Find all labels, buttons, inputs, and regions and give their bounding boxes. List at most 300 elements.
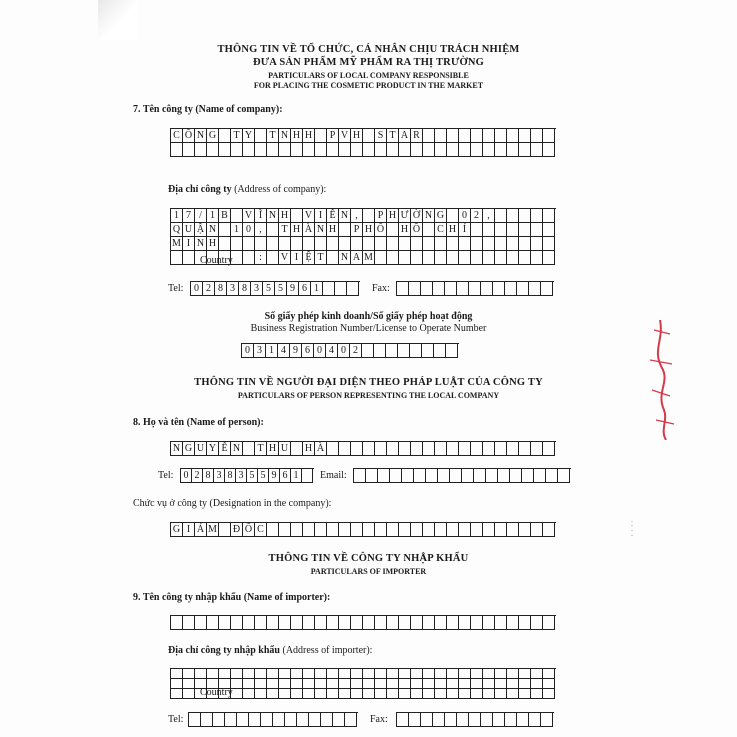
char-box: 5	[258, 469, 269, 483]
char-box: U	[279, 442, 291, 456]
char-box	[303, 237, 315, 251]
char-box: ,	[483, 209, 495, 223]
char-box	[267, 679, 279, 689]
char-box	[267, 143, 279, 157]
char-box	[243, 689, 255, 699]
char-box	[447, 209, 459, 223]
char-box	[531, 251, 543, 265]
char-box	[315, 669, 327, 679]
char-box	[435, 616, 447, 630]
char-box	[529, 282, 541, 296]
char-box: U	[195, 442, 207, 456]
char-box	[399, 251, 411, 265]
license-label-vi: Số giấy phép kinh doanh/Số giấy phép hoạt động	[264, 311, 473, 322]
char-box	[495, 237, 507, 251]
char-box: H	[291, 129, 303, 143]
char-box	[399, 143, 411, 157]
char-box	[505, 282, 517, 296]
char-box: 8	[239, 282, 251, 296]
char-box	[315, 237, 327, 251]
char-box	[543, 616, 555, 630]
char-box	[519, 616, 531, 630]
char-box	[399, 523, 411, 537]
importer-tel-grid[interactable]	[188, 712, 358, 727]
char-box	[315, 143, 327, 157]
char-box	[483, 237, 495, 251]
char-box: 2	[350, 344, 362, 358]
char-box	[543, 223, 555, 237]
company-name-label: 7. Tên công ty (Name of company):	[133, 104, 283, 115]
char-box	[273, 713, 285, 727]
char-box	[519, 669, 531, 679]
char-box: 2	[471, 209, 483, 223]
char-box: H	[303, 442, 315, 456]
char-box: N	[339, 209, 351, 223]
char-box	[423, 669, 435, 679]
char-box	[531, 616, 543, 630]
char-box	[495, 129, 507, 143]
char-box	[354, 469, 366, 483]
char-box	[291, 669, 303, 679]
designation-grid[interactable]	[170, 522, 556, 537]
importer-fax-grid[interactable]	[396, 712, 554, 727]
char-box: 6	[302, 344, 314, 358]
char-box	[411, 679, 423, 689]
char-box	[423, 679, 435, 689]
char-box	[335, 282, 347, 296]
char-box	[386, 344, 398, 358]
char-box	[447, 689, 459, 699]
char-box	[267, 251, 279, 265]
char-box	[183, 251, 195, 265]
company-fax-grid[interactable]	[396, 281, 554, 296]
char-box	[291, 679, 303, 689]
char-box	[531, 237, 543, 251]
char-box	[267, 616, 279, 630]
char-box	[279, 679, 291, 689]
char-box	[225, 713, 237, 727]
char-box	[411, 689, 423, 699]
char-box	[519, 251, 531, 265]
char-box	[213, 713, 225, 727]
company-tel-grid[interactable]	[190, 281, 360, 296]
char-box	[435, 237, 447, 251]
char-box: 0	[338, 344, 350, 358]
char-box	[261, 713, 273, 727]
char-box	[459, 669, 471, 679]
char-box	[423, 523, 435, 537]
char-box	[243, 442, 255, 456]
char-box: N	[195, 237, 207, 251]
char-box	[279, 616, 291, 630]
char-box: N	[315, 223, 327, 237]
char-box	[423, 689, 435, 699]
char-box: Ố	[375, 223, 387, 237]
person-tel-grid[interactable]	[180, 468, 314, 483]
char-box	[255, 143, 267, 157]
page-fold-corner	[98, 0, 138, 40]
char-box: N	[423, 209, 435, 223]
char-box: M	[207, 523, 219, 537]
char-box	[375, 679, 387, 689]
char-box	[327, 616, 339, 630]
char-box	[351, 237, 363, 251]
char-box	[481, 282, 493, 296]
char-box	[471, 669, 483, 679]
char-box	[309, 713, 321, 727]
char-box	[171, 679, 183, 689]
char-box	[267, 669, 279, 679]
char-box	[457, 713, 469, 727]
license-label-en: Business Registration Number/License to Operate Number	[250, 323, 487, 334]
char-box	[531, 129, 543, 143]
char-box	[459, 679, 471, 689]
char-box	[445, 713, 457, 727]
char-box	[279, 237, 291, 251]
char-box	[351, 616, 363, 630]
char-box	[519, 223, 531, 237]
char-box	[339, 616, 351, 630]
char-box: G	[183, 442, 195, 456]
char-box	[457, 282, 469, 296]
char-box	[243, 237, 255, 251]
char-box	[435, 523, 447, 537]
importer-name-grid[interactable]	[170, 615, 556, 630]
char-box	[507, 143, 519, 157]
char-box	[315, 689, 327, 699]
char-box	[546, 469, 558, 483]
char-box: À	[315, 442, 327, 456]
char-box: 0	[459, 209, 471, 223]
char-box	[351, 143, 363, 157]
char-box	[321, 713, 333, 727]
char-box	[462, 469, 474, 483]
char-box	[471, 237, 483, 251]
char-box	[231, 251, 243, 265]
char-box	[410, 344, 422, 358]
char-box	[303, 523, 315, 537]
char-box	[409, 282, 421, 296]
char-box: H	[303, 129, 315, 143]
char-box	[459, 442, 471, 456]
char-box	[333, 713, 345, 727]
char-box	[351, 523, 363, 537]
char-box	[327, 689, 339, 699]
char-box: N	[267, 209, 279, 223]
char-box	[493, 713, 505, 727]
person-tel-label: Tel:	[158, 470, 174, 481]
char-box	[507, 251, 519, 265]
char-box	[531, 209, 543, 223]
header-title-vi-1: THÔNG TIN VỀ TỔ CHỨC, CÁ NHÂN CHỊU TRÁCH NHIỆM	[217, 44, 520, 55]
char-box	[423, 251, 435, 265]
char-box	[366, 469, 378, 483]
char-box	[339, 223, 351, 237]
char-box: T	[315, 251, 327, 265]
char-box	[543, 669, 555, 679]
char-box: 3	[214, 469, 225, 483]
char-box	[207, 669, 219, 679]
char-box	[411, 669, 423, 679]
char-box	[474, 469, 486, 483]
char-box: Ồ	[411, 223, 423, 237]
char-box	[363, 143, 375, 157]
char-box	[291, 689, 303, 699]
char-box	[303, 616, 315, 630]
char-box: C	[255, 523, 267, 537]
char-box	[471, 689, 483, 699]
char-box	[507, 223, 519, 237]
char-box	[387, 689, 399, 699]
char-box: 5	[247, 469, 258, 483]
char-box	[411, 523, 423, 537]
designation-label: Chức vụ ở công ty (Designation in the company):	[133, 498, 332, 509]
char-box	[447, 669, 459, 679]
company-tel-label: Tel:	[168, 283, 184, 294]
company-name-grid[interactable]	[170, 128, 556, 157]
char-box	[183, 689, 195, 699]
person-email-grid[interactable]	[353, 468, 571, 483]
char-box	[519, 143, 531, 157]
char-box: 1	[231, 223, 243, 237]
char-box	[423, 616, 435, 630]
char-box	[339, 669, 351, 679]
char-box	[541, 282, 553, 296]
char-box	[510, 469, 522, 483]
char-box	[519, 679, 531, 689]
char-box	[447, 129, 459, 143]
char-box	[495, 251, 507, 265]
char-box	[279, 523, 291, 537]
char-box	[459, 237, 471, 251]
char-box	[519, 689, 531, 699]
char-box	[495, 679, 507, 689]
char-box	[507, 237, 519, 251]
char-box	[519, 523, 531, 537]
side-scan-marks: · · · ·	[627, 520, 636, 537]
char-box	[347, 282, 359, 296]
char-box	[219, 616, 231, 630]
char-box: Í	[459, 223, 471, 237]
char-box: 3	[254, 344, 266, 358]
char-box	[189, 713, 201, 727]
char-box	[255, 237, 267, 251]
char-box	[447, 251, 459, 265]
char-box: P	[375, 209, 387, 223]
char-box: T	[267, 129, 279, 143]
importer-fax-label: Fax:	[370, 714, 388, 725]
char-box	[435, 669, 447, 679]
char-box	[469, 282, 481, 296]
char-box: V	[243, 209, 255, 223]
char-box	[483, 689, 495, 699]
char-box: M	[363, 251, 375, 265]
char-box	[483, 523, 495, 537]
person-name-grid[interactable]	[170, 441, 556, 456]
char-box	[483, 223, 495, 237]
char-box	[522, 469, 534, 483]
char-box: R	[411, 129, 423, 143]
char-box	[409, 713, 421, 727]
char-box	[543, 442, 555, 456]
char-box: 0	[181, 469, 192, 483]
char-box	[183, 669, 195, 679]
char-box	[363, 442, 375, 456]
char-box	[302, 469, 313, 483]
char-box	[445, 282, 457, 296]
char-box	[433, 713, 445, 727]
char-box	[507, 616, 519, 630]
char-box	[183, 616, 195, 630]
char-box	[375, 442, 387, 456]
char-box	[375, 689, 387, 699]
char-box: H	[447, 223, 459, 237]
char-box	[327, 251, 339, 265]
char-box	[171, 616, 183, 630]
license-number-grid[interactable]	[241, 343, 459, 358]
char-box	[195, 669, 207, 679]
char-box	[378, 469, 390, 483]
char-box	[402, 469, 414, 483]
char-box	[279, 689, 291, 699]
char-box	[505, 713, 517, 727]
char-box	[411, 143, 423, 157]
char-box	[315, 523, 327, 537]
char-box	[231, 669, 243, 679]
char-box	[323, 282, 335, 296]
char-box: H	[327, 223, 339, 237]
char-box: B	[219, 209, 231, 223]
char-box	[195, 616, 207, 630]
char-box: C	[435, 223, 447, 237]
char-box	[255, 679, 267, 689]
importer-tel-label: Tel:	[168, 714, 184, 725]
char-box	[231, 616, 243, 630]
char-box: 6	[299, 282, 311, 296]
char-box: 4	[326, 344, 338, 358]
char-box	[231, 209, 243, 223]
char-box	[219, 129, 231, 143]
char-box	[327, 669, 339, 679]
char-box	[495, 209, 507, 223]
char-box	[435, 442, 447, 456]
company-address-label: Địa chỉ công ty (Address of company):	[168, 184, 327, 195]
char-box	[219, 669, 231, 679]
char-box	[529, 713, 541, 727]
char-box	[493, 282, 505, 296]
importer-country-label: Country	[200, 687, 233, 698]
char-box	[315, 129, 327, 143]
char-box	[219, 223, 231, 237]
char-box: 5	[275, 282, 287, 296]
char-box	[363, 679, 375, 689]
char-box	[351, 689, 363, 699]
char-box	[267, 237, 279, 251]
rep-header-en: PARTICULARS OF PERSON REPRESENTING THE LOCAL COMPANY	[237, 391, 500, 400]
char-box	[279, 669, 291, 679]
char-box: T	[231, 129, 243, 143]
char-box	[543, 129, 555, 143]
char-box	[195, 143, 207, 157]
char-box	[531, 669, 543, 679]
char-box: H	[267, 442, 279, 456]
char-box: 1	[311, 282, 323, 296]
char-box	[471, 523, 483, 537]
char-box: H	[279, 209, 291, 223]
char-box	[423, 442, 435, 456]
char-box: P	[327, 129, 339, 143]
char-box	[267, 223, 279, 237]
char-box	[255, 616, 267, 630]
char-box: U	[183, 223, 195, 237]
char-box	[285, 713, 297, 727]
char-box: 5	[263, 282, 275, 296]
char-box	[397, 713, 409, 727]
char-box: 7	[183, 209, 195, 223]
char-box: N	[195, 129, 207, 143]
char-box	[459, 143, 471, 157]
char-box	[471, 223, 483, 237]
char-box: H	[207, 237, 219, 251]
char-box: G	[171, 523, 183, 537]
char-box	[411, 442, 423, 456]
char-box	[447, 679, 459, 689]
importer-header-en: PARTICULARS OF IMPORTER	[310, 567, 427, 576]
char-box	[363, 669, 375, 679]
char-box: I	[183, 523, 195, 537]
char-box	[339, 679, 351, 689]
char-box	[433, 282, 445, 296]
char-box	[387, 669, 399, 679]
char-box	[291, 523, 303, 537]
char-box: H	[399, 223, 411, 237]
char-box: G	[435, 209, 447, 223]
char-box	[543, 523, 555, 537]
char-box: M	[171, 237, 183, 251]
char-box: 4	[278, 344, 290, 358]
char-box	[231, 237, 243, 251]
char-box: T	[279, 223, 291, 237]
char-box	[279, 143, 291, 157]
char-box	[297, 713, 309, 727]
person-email-label: Email:	[320, 470, 347, 481]
char-box: S	[375, 129, 387, 143]
char-box	[411, 237, 423, 251]
char-box: 1	[171, 209, 183, 223]
char-box	[390, 469, 402, 483]
char-box	[327, 679, 339, 689]
char-box: Ư	[399, 209, 411, 223]
char-box: 3	[227, 282, 239, 296]
char-box	[339, 143, 351, 157]
char-box	[362, 344, 374, 358]
char-box	[543, 689, 555, 699]
char-box	[303, 669, 315, 679]
char-box: V	[339, 129, 351, 143]
char-box: Ệ	[303, 251, 315, 265]
char-box	[447, 523, 459, 537]
char-box	[495, 523, 507, 537]
char-box: A	[399, 129, 411, 143]
char-box	[315, 616, 327, 630]
char-box: 0	[191, 282, 203, 296]
char-box	[483, 143, 495, 157]
char-box	[447, 143, 459, 157]
header-title-en-1: PARTICULARS OF LOCAL COMPANY RESPONSIBLE	[268, 71, 469, 80]
char-box: N	[171, 442, 183, 456]
char-box: Q	[171, 223, 183, 237]
char-box	[399, 442, 411, 456]
